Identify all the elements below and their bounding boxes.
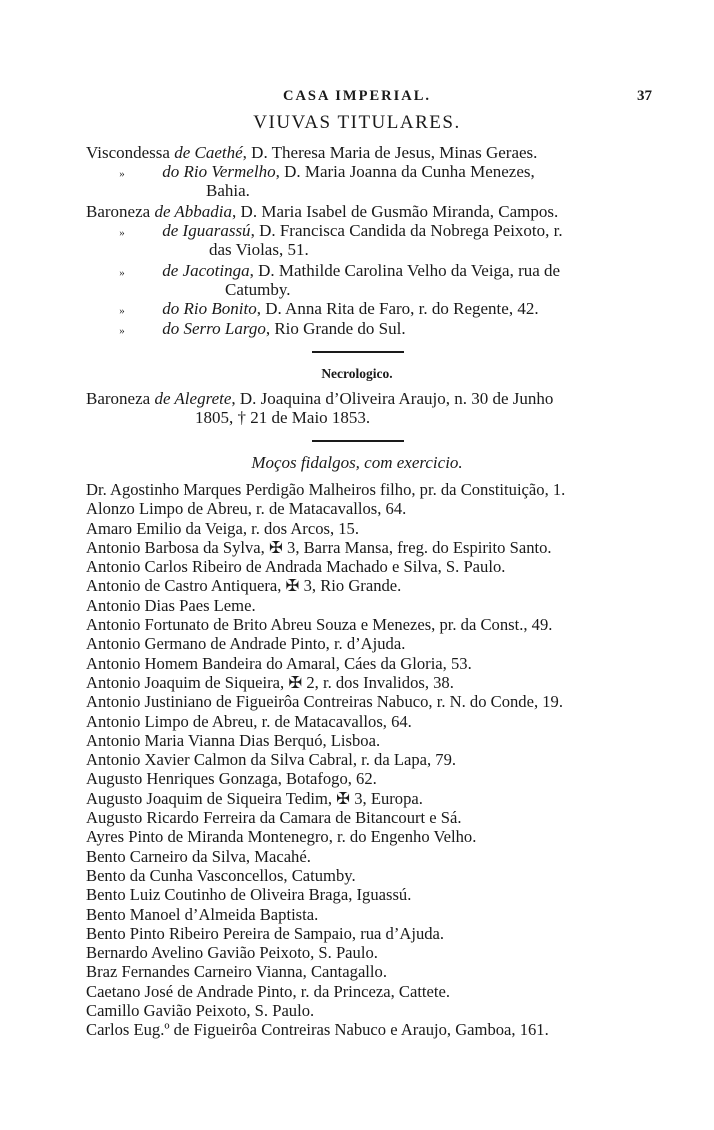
entry-text: , D. Mathilde Carolina Velho da Veiga, rua de	[249, 261, 561, 280]
roster-entry: Antonio Limpo de Abreu, r. de Matacavallos, 64.	[86, 711, 412, 731]
roster-entry: Bento Carneiro da Silva, Macahé.	[86, 846, 311, 866]
entry-title: de Iguarassú	[162, 221, 251, 240]
running-head	[0, 88, 714, 108]
roster-entry: Antonio Maria Vianna Dias Berquó, Lisboa.	[86, 730, 381, 750]
page-number: 37	[637, 88, 652, 104]
entry-text: , D. Maria Isabel de Gusmão Miranda, Campos.	[232, 202, 559, 221]
entry-title: do Serro Largo	[162, 319, 266, 338]
ditto-mark: »	[119, 267, 125, 279]
entry-text: , D. Maria Joanna da Cunha Menezes,	[275, 162, 535, 181]
entry-text: , Rio Grande do Sul.	[265, 319, 406, 338]
mocos-fidalgos-heading: Moços fidalgos, com exercicio.	[251, 453, 463, 472]
roster-entry: Antonio Justiniano de Figueirôa Contreiras Nabuco, r. N. do Conde, 19.	[86, 692, 564, 712]
ditto-mark: »	[119, 227, 125, 239]
roster-entry: Antonio Fortunato de Brito Abreu Souza e Menezes, pr. da Const., 49.	[86, 615, 553, 635]
entry-prefix: Baroneza	[86, 389, 151, 408]
necrologico-entry	[86, 389, 656, 408]
entry-text: , D. Anna Rita de Faro, r. do Regente, 42.	[256, 299, 539, 318]
entry-title: de Alegrete	[154, 389, 232, 408]
roster-entry: Antonio de Castro Antiquera, ✠ 3, Rio Grande.	[86, 576, 402, 596]
roster-entry: Amaro Emilio da Veiga, r. dos Arcos, 15.	[86, 518, 359, 538]
roster-entry: Caetano José de Andrade Pinto, r. da Princeza, Cattete.	[86, 981, 451, 1001]
viuva-entry	[86, 299, 656, 321]
roster-entry: Antonio Homem Bandeira do Amaral, Cáes da Gloria, 53.	[86, 653, 472, 673]
roster-entry: Antonio Joaquim de Siqueira, ✠ 2, r. dos Invalidos, 38.	[86, 672, 454, 692]
roster-entry: Camillo Gavião Peixoto, S. Paulo.	[86, 1001, 315, 1021]
roster-entry: Antonio Carlos Ribeiro de Andrada Machado e Silva, S. Paulo.	[86, 557, 506, 577]
entry-text: , D. Theresa Maria de Jesus, Minas Geraes.	[242, 143, 538, 162]
necrologico-heading: Necrologico.	[321, 366, 393, 381]
section-rule	[312, 440, 404, 442]
section-title: VIUVAS TITULARES.	[253, 112, 461, 133]
entry-title: do Rio Vermelho	[162, 162, 276, 181]
entry-prefix: Baroneza	[86, 202, 151, 221]
entry-prefix: Viscondessa	[86, 143, 170, 162]
roster-entry: Braz Fernandes Carneiro Vianna, Cantagallo.	[86, 962, 387, 982]
viuva-entry	[86, 221, 656, 243]
entry-title: do Rio Bonito	[162, 299, 257, 318]
entry-title: de Caethé	[174, 143, 243, 162]
entry-continuation: Catumby.	[225, 280, 291, 299]
roster-entry: Augusto Ricardo Ferreira da Camara de Bitancourt e Sá.	[86, 808, 462, 828]
entry-continuation: das Violas, 51.	[209, 240, 309, 259]
viuva-entry	[86, 162, 656, 184]
entry-text: , D. Francisca Candida da Nobrega Peixoto, r.	[250, 221, 563, 240]
roster-entry: Dr. Agostinho Marques Perdigão Malheiros filho, pr. da Constituição, 1.	[86, 480, 566, 499]
section-rule	[312, 351, 404, 353]
roster-entry: Alonzo Limpo de Abreu, r. de Matacavallos, 64.	[86, 499, 407, 519]
viuva-entry	[86, 202, 656, 221]
roster-entry: Ayres Pinto de Miranda Montenegro, r. do Engenho Velho.	[86, 827, 477, 847]
entry-title: de Jacotinga	[162, 261, 250, 280]
roster-entry: Bento da Cunha Vasconcellos, Catumby.	[86, 865, 356, 885]
roster-entry: Carlos Eug.º de Figueirôa Contreiras Nabuco e Araujo, Gamboa, 161.	[86, 1020, 549, 1040]
roster-entry: Bento Manoel d’Almeida Baptista.	[86, 904, 319, 924]
roster-entry: Augusto Henriques Gonzaga, Botafogo, 62.	[86, 769, 377, 789]
entry-continuation: Bahia.	[206, 181, 250, 200]
entry-continuation: 1805, † 21 de Maio 1853.	[195, 408, 371, 427]
viuva-entry	[86, 319, 656, 341]
roster-entry: Augusto Joaquim de Siqueira Tedim, ✠ 3, Europa.	[86, 788, 423, 808]
ditto-mark: »	[119, 168, 125, 180]
roster-entry: Bento Luiz Coutinho de Oliveira Braga, Iguassú.	[86, 885, 412, 905]
ditto-mark: »	[119, 325, 125, 337]
viuva-entry	[86, 143, 656, 162]
roster-entry: Bento Pinto Ribeiro Pereira de Sampaio, rua d’Ajuda.	[86, 923, 445, 943]
mocos-fidalgos-list	[86, 480, 656, 1040]
roster-entry: Antonio Xavier Calmon da Silva Cabral, r. da Lapa, 79.	[86, 750, 457, 770]
ditto-mark: »	[119, 305, 125, 317]
entry-text: , D. Joaquina d’Oliveira Araujo, n. 30 de Junho	[231, 389, 554, 408]
running-head-title: CASA IMPERIAL.	[282, 88, 432, 104]
roster-entry: Antonio Germano de Andrade Pinto, r. d’Ajuda.	[86, 634, 406, 654]
viuva-entry	[86, 261, 656, 283]
roster-entry: Antonio Barbosa da Sylva, ✠ 3, Barra Mansa, freg. do Espirito Santo.	[86, 537, 552, 557]
roster-entry: Antonio Dias Paes Leme.	[86, 595, 256, 615]
entry-title: de Abbadia	[154, 202, 233, 221]
roster-entry: Bernardo Avelino Gavião Peixoto, S. Paulo.	[86, 943, 378, 963]
